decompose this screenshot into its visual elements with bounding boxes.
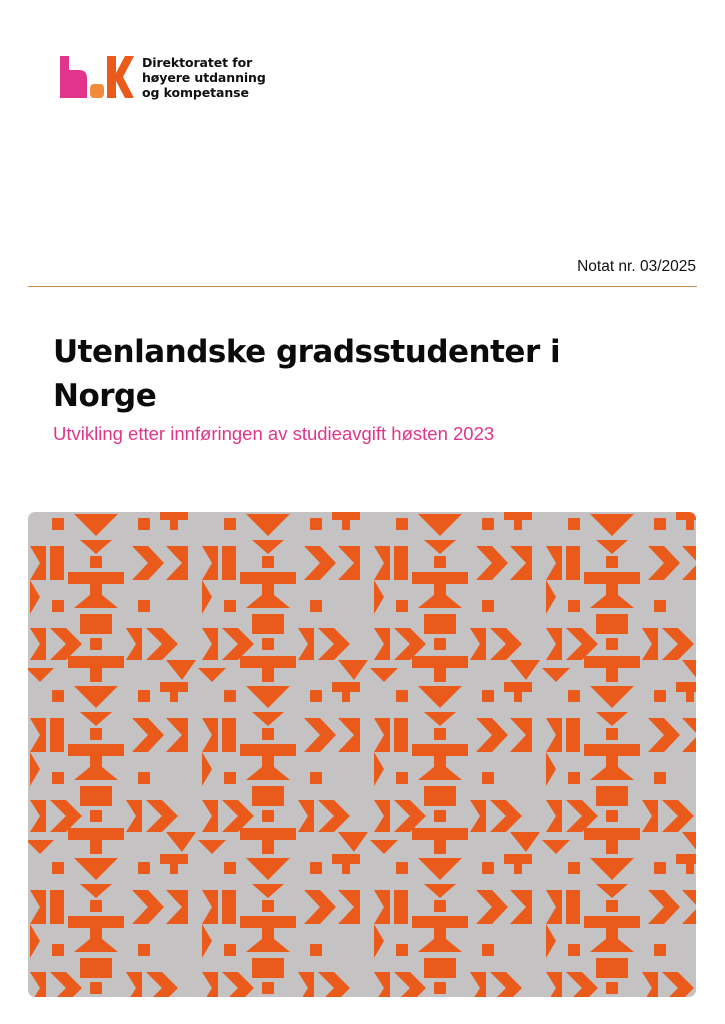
organization-name: [142, 55, 266, 100]
organization-name-line: Direktoratet for: [142, 55, 253, 70]
geometric-tile-pattern: [28, 512, 696, 997]
document-title: Utenlandske gradsstudenter i Norge: [53, 334, 561, 414]
document-subtitle: Utvikling etter innføringen av studieavgift høsten 2023: [53, 423, 495, 444]
organization-name-line: og kompetanse: [142, 85, 249, 100]
cover-image: [28, 512, 696, 997]
organization-logo: [60, 55, 266, 100]
hkdir-logo-icon: [60, 56, 134, 100]
organization-name-line: høyere utdanning: [142, 70, 266, 85]
note-number: Notat nr. 03/2025: [577, 258, 696, 275]
header-divider: [28, 286, 697, 287]
